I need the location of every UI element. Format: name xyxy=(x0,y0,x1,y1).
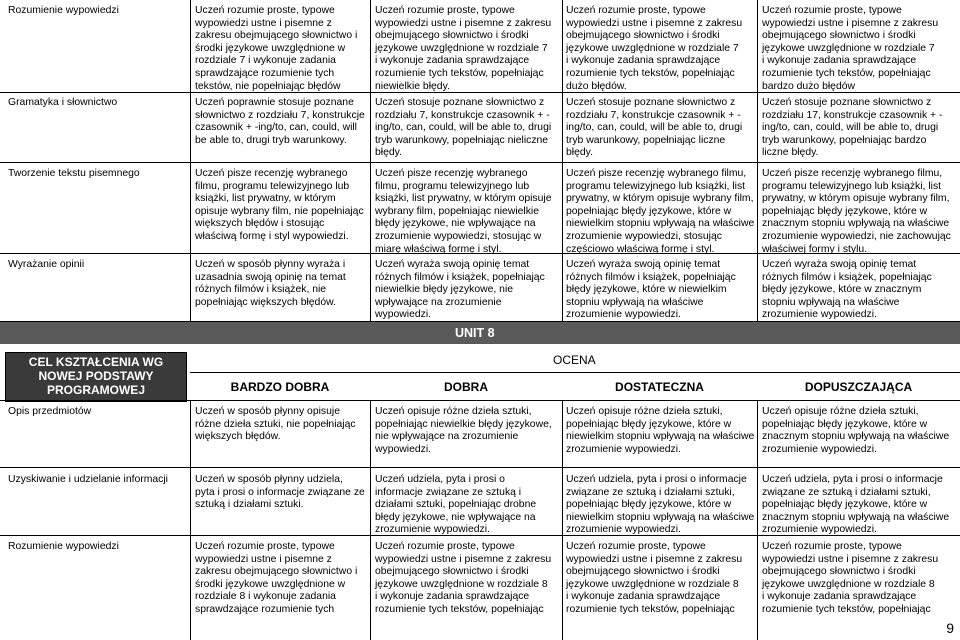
cell-dostateczna: Uczeń rozumie proste, typowe wypowiedzi ustne i pisemne z zakresu obejmującego słownictwo i środki językowe uwzględnione w rozdziale 8 i wykonuje zadania sprawdzające rozumienie tych tekstów, popełniając xyxy=(566,541,743,615)
cell-dostateczna: Uczeń stosuje poznane słownictwo z rozdziału 7, konstrukcje czasownik + - ing/to, can, could, will be able to, drugi tryb warunkowy, popełniając liczne błędy. xyxy=(566,97,743,159)
unit-title: UNIT 8 xyxy=(455,326,495,340)
grade-dobra: DOBRA xyxy=(444,380,488,394)
grade-dopuszczajaca: DOPUSZCZAJĄCA xyxy=(804,380,913,394)
ocena-label: OCENA xyxy=(553,353,596,367)
cell-dopuszczajaca: Uczeń pisze recenzję wybranego filmu, programu telewizyjnego lub książki, list prywatny, w którym opisuje wybrany film, popełniając błędy językowe, które w znacznym stopniu wpływają na właściwe zrozumienie wypowiedzi, nie zachowując właściwej formy i stylu. xyxy=(762,168,951,255)
row-label: Wyrażanie opinii xyxy=(8,259,85,270)
cell-bardzo-dobra: Uczeń rozumie proste, typowe wypowiedzi ustne i pisemne z zakresu obejmującego słownictwo i środki językowe uwzględnione w rozdziale 7 i wykonuje zadania sprawdzające rozumienie tych tekstów, nie popełniając błędów xyxy=(195,5,358,92)
curriculum-goal-header: CEL KSZTAŁCENIA WG NOWEJ PODSTAWY PROGRAMOWEJ xyxy=(5,352,187,402)
row-label: Rozumienie wypowiedzi xyxy=(8,5,119,16)
cell-bardzo-dobra: Uczeń pisze recenzję wybranego filmu, programu telewizyjnego lub książki, list prywatny, w którym opisuje wybrany film, nie popełniając większych błędów i stosując właściwą formę i styl wypowiedzi. xyxy=(195,168,364,242)
cell-dostateczna: Uczeń rozumie proste, typowe wypowiedzi ustne i pisemne z zakresu obejmującego słownictwo i środki językowe uwzględnione w rozdziale 7 i wykonuje zadania sprawdzające rozumienie tych tekstów, popełniając dużo błędów. xyxy=(566,5,743,92)
cell-dobra: Uczeń udziela, pyta i prosi o informacje związane ze sztuką i działami sztuki, popełniając drobne błędy językowe, nie wpływające na zrozumienie wypowiedzi. xyxy=(375,474,537,536)
cell-bardzo-dobra: Uczeń w sposób płynny udziela, pyta i prosi o informacje związane ze sztuką i działami sztuki. xyxy=(195,474,365,511)
cell-bardzo-dobra: Uczeń poprawnie stosuje poznane słownictwo z rozdziału 7, konstrukcje czasownik + -ing/to, can, could, will be able to, drugi tryb warunkowy. xyxy=(195,97,365,146)
grade-dostateczna: DOSTATECZNA xyxy=(615,380,704,394)
row-label: Tworzenie tekstu pisemnego xyxy=(8,168,140,179)
cell-dostateczna: Uczeń wyraża swoją opinię temat różnych filmów i książek, popełniając błędy językowe, które w niewielkim stopniu wpływają na właściwe zrozumienie wypowiedzi. xyxy=(566,259,736,321)
row-label: Uzyskiwanie i udzielanie informacji xyxy=(8,474,168,485)
cell-dostateczna: Uczeń pisze recenzję wybranego filmu, programu telewizyjnego lub książki, list prywatny, w którym opisuje wybrany film, popełniając błędy językowe, które w niewielkim stopniu wpływają na właściwe zrozumienie wypowiedzi, stosując częściowo właściwą formę i styl. xyxy=(566,168,755,255)
cell-bardzo-dobra: Uczeń w sposób płynny wyraża i uzasadnia swoją opinię na temat różnych filmów i książek, nie popełniając większych błędów. xyxy=(195,259,346,308)
cell-dopuszczajaca: Uczeń udziela, pyta i prosi o informacje związane ze sztuką i działami sztuki, popełniając błędy językowe, które w znacznym stopniu wpływają na właściwe zrozumienie wypowiedzi. xyxy=(762,474,950,536)
cell-dobra: Uczeń stosuje poznane słownictwo z rozdziału 7, konstrukcje czasownik + - ing/to, can, could, will be able to, drugi tryb warunkowy, popełniając nieliczne błędy. xyxy=(375,97,552,159)
cell-bardzo-dobra: Uczeń rozumie proste, typowe wypowiedzi ustne i pisemne z zakresu obejmującego słownictwo i środki językowe uwzględnione w rozdziale 8 i wykonuje zadania sprawdzające rozumienie tych xyxy=(195,541,358,615)
cell-dobra: Uczeń opisuje różne dzieła sztuki, popełniając niewielkie błędy językowe, nie wpływające na zrozumienie wypowiedzi. xyxy=(375,406,552,455)
cell-dopuszczajaca: Uczeń rozumie proste, typowe wypowiedzi ustne i pisemne z zakresu obejmującego słownictwo i środki językowe uwzględnione w rozdziale 7 i wykonuje zadania sprawdzające rozumienie tych tekstów, popełniając bardzo dużo błędów xyxy=(762,5,939,92)
row-label: Rozumienie wypowiedzi xyxy=(8,541,119,552)
cell-dobra: Uczeń wyraża swoją opinię temat różnych filmów i książek, popełniając niewielkie błędy językowe, nie wpływające na zrozumienie wypowiedzi. xyxy=(375,259,545,321)
cell-dostateczna: Uczeń udziela, pyta i prosi o informacje związane ze sztuką i działami sztuki, popełniając błędy językowe, które w niewielkim stopniu wpływają na właściwe zrozumienie wypowiedzi. xyxy=(566,474,755,536)
page-number: 9 xyxy=(946,620,954,636)
cell-dopuszczajaca: Uczeń wyraża swoją opinię temat różnych filmów i książek, popełniając błędy językowe, które w znacznym stopniu wpływają na właściwe zrozumienie wypowiedzi. xyxy=(762,259,932,321)
cell-dopuszczajaca: Uczeń rozumie proste, typowe wypowiedzi ustne i pisemne z zakresu obejmującego słownictwo i środki językowe uwzględnione w rozdziale 8 i wykonuje zadania sprawdzające rozumienie tych tekstów, popełniając xyxy=(762,541,939,615)
cell-dobra: Uczeń rozumie proste, typowe wypowiedzi ustne i pisemne z zakresu obejmującego słownictwo i środki językowe uwzględnione w rozdziale 7 i wykonuje zadania sprawdzające rozumienie tych tekstów, popełniając niewielkie błędy. xyxy=(375,5,552,92)
unit-title-bar xyxy=(0,322,960,344)
row-label: Opis przedmiotów xyxy=(8,406,92,417)
cell-dostateczna: Uczeń opisuje różne dzieła sztuki, popełniając błędy językowe, które w niewielkim stopniu wpływają na właściwe zrozumienie wypowiedzi. xyxy=(566,406,755,455)
grade-bardzo-dobra: BARDZO DOBRA xyxy=(230,380,330,394)
row-label: Gramatyka i słownictwo xyxy=(8,97,118,108)
cell-dobra: Uczeń pisze recenzję wybranego filmu, programu telewizyjnego lub książki, list prywatny, w którym opisuje wybrany film, popełniając niewielkie błędy językowe, nie wpływające na zrozumienie wypowiedzi, stosując w miarę właściwą formę i styl. xyxy=(375,168,552,255)
cell-dopuszczajaca: Uczeń stosuje poznane słownictwo z rozdziału 17, konstrukcje czasownik + - ing/to, can, could, will be able to, drugi tryb warunkowy, popełniając bardzo liczne błędy. xyxy=(762,97,943,159)
cell-dobra: Uczeń rozumie proste, typowe wypowiedzi ustne i pisemne z zakresu obejmującego słownictwo i środki językowe uwzględnione w rozdziale 8 i wykonuje zadania sprawdzające rozumienie tych tekstów, popełniając xyxy=(375,541,552,615)
cell-dopuszczajaca: Uczeń opisuje różne dzieła sztuki, popełniając błędy językowe, które w znacznym stopniu wpływają na właściwe zrozumienie wypowiedzi. xyxy=(762,406,950,455)
cell-bardzo-dobra: Uczeń w sposób płynny opisuje różne dzieła sztuki, nie popełniając większych błędów. xyxy=(195,406,356,443)
